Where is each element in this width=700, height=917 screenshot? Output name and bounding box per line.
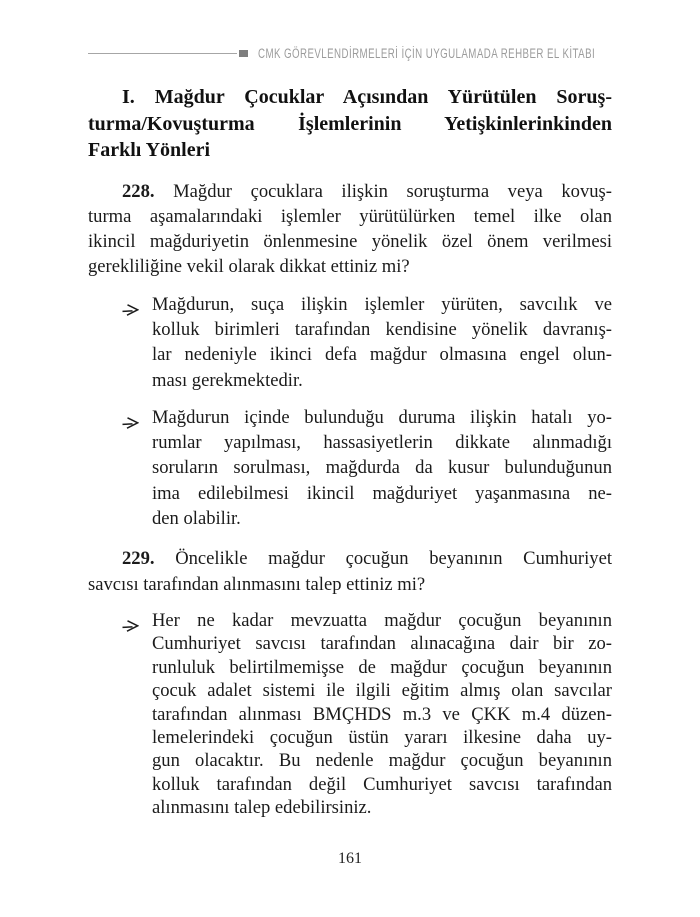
bullet-line: Mağdurun içinde bulunduğu duruma ilişkin hatalı yo- (152, 406, 612, 428)
paragraph-line: ikincil mağduriyetin önlenmesine yönelik özel önem verilmesi (88, 231, 612, 253)
page-header (88, 0, 612, 61)
bullet-line: tarafından alınması BMÇHDS m.3 ve ÇKK m.4 düzen- (152, 703, 612, 725)
bullet-line: gun olacaktır. Bu nedenle mağdur çocuğun beyanının (152, 750, 612, 772)
bullet-line: Cumhuriyet savcısı tarafından alınacağına dair bir zo- (152, 633, 612, 655)
numbered-paragraph (88, 546, 612, 597)
paragraph-text: Öncelikle mağdur çocuğun beyanının Cumhuriyet (175, 548, 613, 570)
bullet-item (88, 292, 612, 393)
paragraph-line (88, 546, 612, 571)
heading-line: Farklı Yönleri (88, 139, 211, 161)
header-rule (88, 53, 237, 54)
bullet-line: Mağdurun, suça ilişkin işlemler yürüten, savcılık ve (152, 293, 612, 315)
bullet-line: lar nedeniyle ikinci defa mağdur olmasına engel olun- (152, 344, 612, 366)
bullet-line: runluluk belirtilmemişse de mağdur çocuğun beyanının (152, 656, 612, 678)
arrow-bullet-icon (122, 300, 139, 321)
paragraph-line: savcısı tarafından alınmasını talep ettiniz mi? (88, 573, 426, 595)
paragraph-text: Mağdur çocuklara ilişkin soruşturma veya kovuş- (173, 180, 612, 202)
paragraph-line: gerekliliğine vekil olarak dikkat ettiniz mi? (88, 256, 410, 278)
bullet-marker (88, 292, 152, 393)
bullet-line: soruların sorulması, mağdurda da kusur bulunduğunun (152, 457, 612, 479)
bullet-text (152, 609, 612, 820)
book-title: CMK GÖREVLENDİRMELERİ İÇİN UYGULAMADA REHBER EL KİTABI (258, 45, 596, 61)
bullet-line: den olabilir. (152, 508, 241, 530)
bullet-line: rumlar yapılması, hassasiyetlerin dikkate alınmadığı (152, 432, 612, 454)
header-rule-cap (239, 50, 248, 57)
bullet-line: ması gerekmektedir. (152, 369, 303, 391)
numbered-paragraph (88, 179, 612, 280)
paragraph-line: turma aşamalarındaki işlemler yürütülürken temel ilke olan (88, 205, 612, 227)
content-area (88, 179, 612, 820)
heading-line: I. Mağdur Çocuklar Açısından Yürütülen Soruş- (122, 86, 612, 108)
paragraph-line (88, 179, 612, 204)
bullet-marker (88, 405, 152, 531)
page-number: 161 (338, 850, 362, 867)
heading-line: turma/Kovuşturma İşlemlerinin Yetişkinlerinkinden (88, 112, 612, 135)
paragraph-number: 229. (122, 548, 155, 570)
bullet-line: lemelerindeki çocuğun üstün yararı ilkesine daha uy- (152, 726, 612, 748)
bullet-line: Her ne kadar mevzuatta mağdur çocuğun beyanının (152, 609, 612, 631)
bullet-line: alınmasını talep edebilirsiniz. (152, 797, 372, 819)
bullet-line: çocuk adalet sistemi ile ilgili eğitim almış olan savcılar (152, 680, 612, 702)
bullet-line: kolluk tarafından değil Cumhuriyet savcısı tarafından (152, 773, 612, 795)
bullet-line: kolluk birimleri tarafından kendisine yönelik davranış- (152, 318, 612, 340)
arrow-bullet-icon (122, 616, 139, 637)
bullet-text (152, 292, 612, 393)
bullet-line: ima edilebilmesi ikincil mağduriyet yaşanmasına ne- (152, 482, 612, 504)
bullet-marker (88, 609, 152, 820)
bullet-item (88, 405, 612, 531)
arrow-bullet-icon (122, 413, 139, 434)
bullet-item (88, 609, 612, 820)
bullet-text (152, 405, 612, 531)
paragraph-number: 228. (122, 180, 155, 202)
section-heading (88, 84, 612, 164)
